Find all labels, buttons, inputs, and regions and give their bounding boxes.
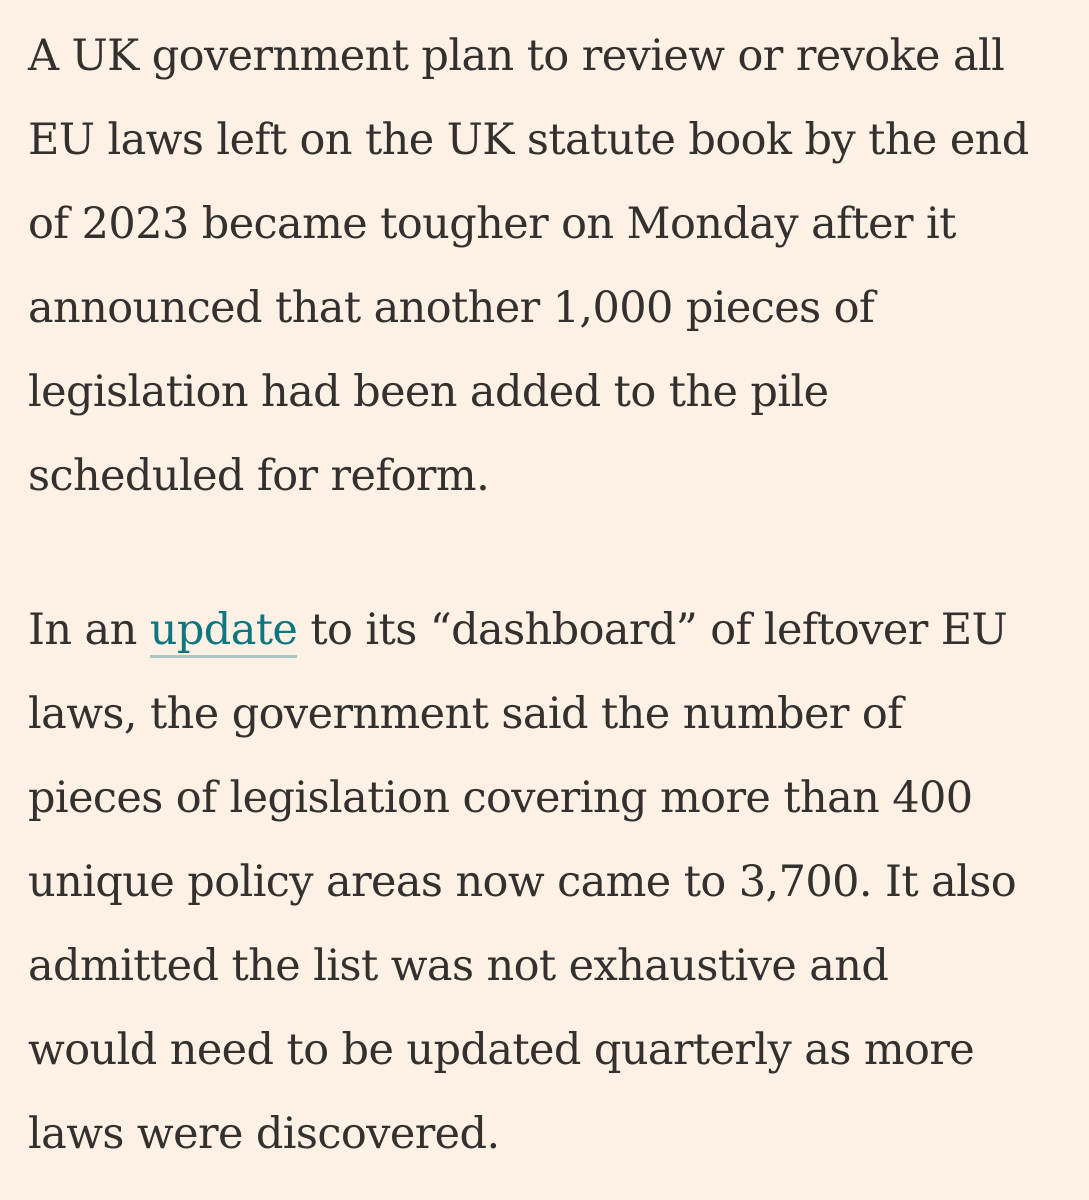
paragraph-1-line-5: legislation had been added to the pile <box>28 367 829 417</box>
paragraph-2-line-1-after-link: to its “dashboard” of leftover EU <box>297 605 1008 655</box>
paragraph-2-line-6: would need to be updated quarterly as more <box>28 1025 975 1075</box>
paragraph-1-line-6: scheduled for reform. <box>28 451 490 501</box>
paragraph-spacer <box>28 518 1078 588</box>
paragraph-2-line-3: pieces of legislation covering more than 400 <box>28 773 973 823</box>
paragraph-1-line-2: EU laws left on the UK statute book by the end <box>28 115 1029 165</box>
paragraph-2-line-1 <box>28 588 1078 672</box>
paragraph-2-line-4: unique policy areas now came to 3,700. It also <box>28 857 1017 907</box>
article-body <box>28 14 1078 1176</box>
paragraph-1-line-4: announced that another 1,000 pieces of <box>28 283 875 333</box>
paragraph-1 <box>28 14 1078 518</box>
paragraph-1-line-1: A UK government plan to review or revoke all <box>28 31 1005 81</box>
update-link[interactable]: update <box>150 605 298 658</box>
paragraph-2-line-2: laws, the government said the number of <box>28 689 903 739</box>
paragraph-2-line-1-before-link: In an <box>28 605 150 655</box>
paragraph-2 <box>28 588 1078 1176</box>
paragraph-2-line-5: admitted the list was not exhaustive and <box>28 941 889 991</box>
paragraph-2-line-7: laws were discovered. <box>28 1109 500 1159</box>
paragraph-1-line-3: of 2023 became tougher on Monday after it <box>28 199 956 249</box>
